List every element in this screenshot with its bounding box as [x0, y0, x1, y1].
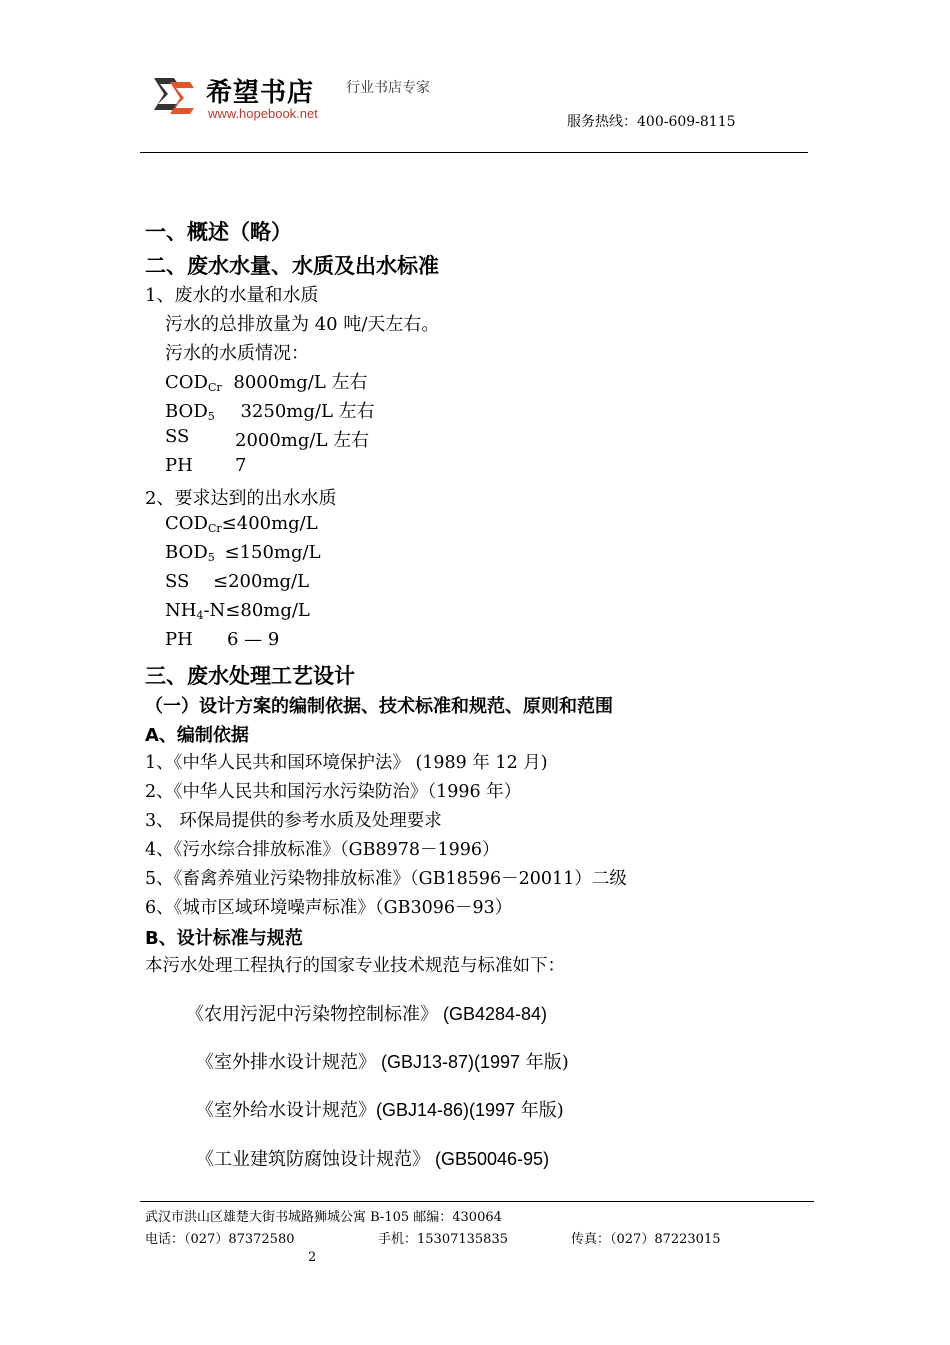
param-name: NH [165, 600, 197, 621]
effluent-quality-row [165, 513, 318, 534]
brand-url: www.hopebook.net [208, 106, 318, 121]
footer-divider [140, 1201, 814, 1202]
footer-fax: 传真：（027）87223015 [571, 1232, 721, 1247]
param-value: 8000mg/L 左右 [233, 372, 368, 393]
effluent-quality-row [165, 542, 321, 563]
effluent-quality-row [165, 600, 310, 621]
param-name: BOD [165, 542, 208, 563]
param-value: 6 — 9 [227, 629, 280, 650]
standards-title: B、设计标准与规范 [145, 928, 303, 949]
discharge-volume-text: 污水的总排放量为 40 吨/天左右。 [165, 314, 440, 335]
standards-intro: 本污水处理工程执行的国家专业技术规范与标准如下： [145, 956, 565, 976]
param-value: 2000mg/L 左右 [235, 430, 370, 451]
basis-item: 4、《污水综合排放标准》（GB8978－1996） [145, 840, 500, 860]
param-value: ≤400mg/L [221, 513, 318, 534]
basis-item: 1、《中华人民共和国环境保护法》 (1989 年 12 月) [145, 753, 548, 773]
standard-code: (GB50046-95) [430, 1149, 550, 1169]
standard-edition: 年版) [515, 1100, 564, 1121]
param-value: -N≤80mg/L [203, 600, 310, 621]
standard-item [196, 1096, 564, 1122]
subsection-3-1-title: （一）设计方案的编制依据、技术标准和规范、原则和范围 [145, 696, 613, 717]
standard-name: 《室外排水设计规范》 [196, 1052, 376, 1073]
water-quality-intro: 污水的水质情况： [165, 343, 309, 364]
standard-code: (GBJ14-86)(1997 [376, 1100, 516, 1120]
standard-item [196, 1145, 549, 1171]
standard-code: (GB4284-84) [438, 1004, 548, 1024]
param-name: COD [165, 372, 208, 393]
param-value: ≤200mg/L [213, 571, 310, 592]
effluent-quality-row [165, 629, 280, 650]
basis-item: 2、《中华人民共和国污水污染防治》（1996 年） [145, 782, 522, 802]
param-subscript: 4 [196, 609, 204, 622]
param-subscript: 5 [207, 410, 215, 423]
section-3-title: 三、废水处理工艺设计 [145, 664, 355, 688]
footer-address: 武汉市洪山区雄楚大街书城路狮城公寓 B-105 邮编：430064 [145, 1210, 502, 1225]
standard-code: (GBJ13-87)(1997 [376, 1052, 521, 1072]
standard-name: 《工业建筑防腐蚀设计规范》 [196, 1149, 430, 1170]
raw-quality-row [165, 455, 247, 476]
param-name: SS [165, 571, 190, 592]
footer-mobile: 手机：15307135835 [378, 1232, 508, 1247]
param-name: COD [165, 513, 208, 534]
section-2-title: 二、废水水量、水质及出水标准 [145, 254, 439, 278]
service-hotline: 服务热线：400-609-8115 [567, 114, 736, 130]
footer-phone: 电话：（027）87372580 [145, 1232, 295, 1247]
raw-quality-row [165, 426, 370, 451]
param-name: BOD [165, 401, 208, 422]
standard-name: 《室外给水设计规范》 [196, 1100, 376, 1121]
param-value: 7 [235, 455, 247, 476]
param-value: 3250mg/L 左右 [240, 401, 375, 422]
basis-item: 3、 环保局提供的参考水质及处理要求 [145, 811, 442, 831]
standard-item [186, 1000, 547, 1026]
effluent-quality-row [165, 571, 310, 592]
param-subscript: Cr [207, 522, 222, 535]
standard-name: 《农用污泥中污染物控制标准》 [186, 1004, 438, 1025]
raw-quality-row [165, 368, 368, 394]
param-name: PH [165, 629, 193, 650]
section-1-title: 一、概述（略） [145, 220, 292, 244]
hopebook-logo-icon [150, 74, 195, 120]
param-subscript: Cr [207, 381, 222, 394]
param-value: ≤150mg/L [224, 542, 321, 563]
standard-edition: 年版) [520, 1052, 569, 1073]
basis-item: 6、《城市区域环境噪声标准》（GB3096－93） [145, 898, 513, 918]
basis-title: A、编制依据 [145, 725, 249, 746]
brand-slogan: 行业书店专家 [346, 80, 430, 96]
param-name: PH [165, 455, 193, 476]
subsection-2-1-title: 1、废水的水量和水质 [145, 285, 319, 306]
page-number: 2 [308, 1250, 317, 1265]
brand-name: 希望书店 [206, 78, 315, 108]
param-subscript: 5 [207, 551, 215, 564]
subsection-2-2-title: 2、要求达到的出水水质 [145, 488, 337, 509]
raw-quality-row [165, 397, 375, 423]
param-name: SS [165, 426, 190, 447]
header-divider [140, 152, 808, 153]
standard-item [196, 1048, 569, 1074]
basis-item: 5、《畜禽养殖业污染物排放标准》（GB18596－20011）二级 [145, 869, 627, 889]
